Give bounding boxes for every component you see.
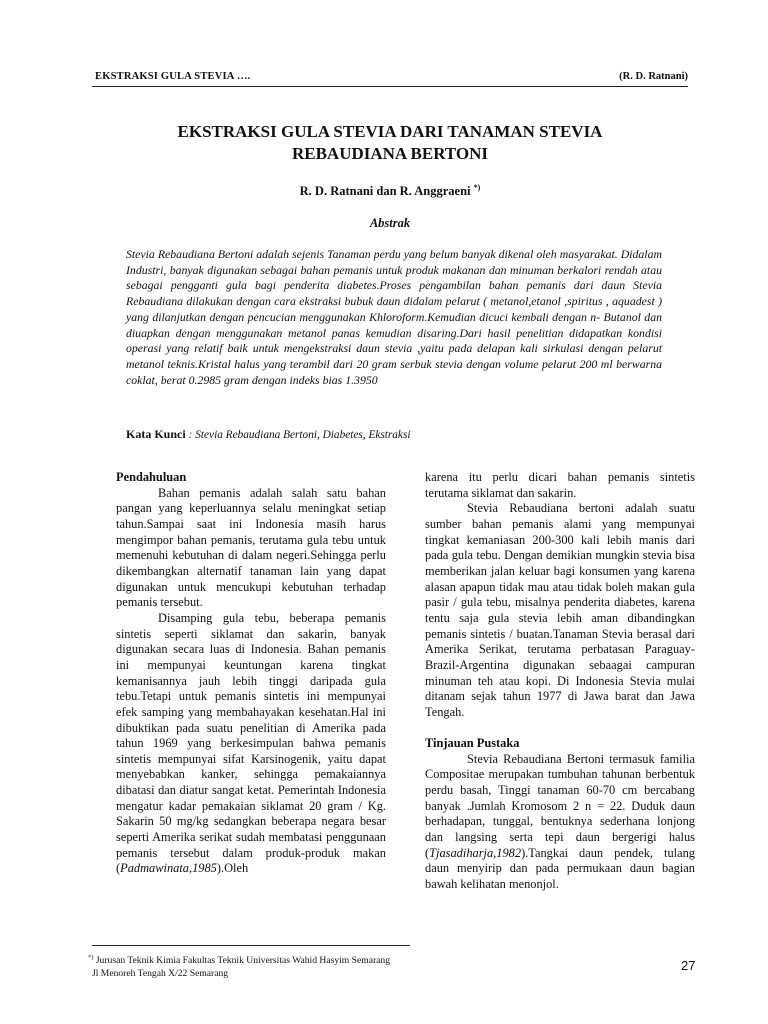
footnote-line-1 xyxy=(88,952,390,968)
keywords-label: Kata Kunci xyxy=(126,427,186,441)
section-heading-pendahuluan: Pendahuluan xyxy=(116,470,187,484)
paragraph-text: Stevia Rebaudiana Bertoni termasuk familia Compositae merupakan tumbuhan tahunan berbentuk perdu basah, Tinggi tanaman 60-70 cm bercabang banyak .Jumlah Kromosom 2 n = 22. Duduk daun berhadapan, tunggal, bentuknya sederhana lonjong dan langsing serta tepi daun bergerigi halus ( xyxy=(425,751,695,860)
footnote xyxy=(88,952,390,980)
paper-title-line-2: REBAUDIANA BERTONI xyxy=(291,144,489,163)
footnote-address: Jl Menoreh Tengah X/22 Semarang xyxy=(92,967,229,979)
paragraph-text-end: ).Tangkai daun pendek, tulang daun menyirip dan pada permukaan daun bagian bawah kelihatan menonjol. xyxy=(425,845,695,891)
header-divider xyxy=(92,86,688,87)
page-number: 27 xyxy=(681,958,696,973)
running-header-author: (R. D. Ratnani) xyxy=(619,71,688,82)
paragraph xyxy=(116,611,386,877)
abstract-text: Stevia Rebaudiana Bertoni adalah sejenis Tanaman perdu yang belum banyak dikenal oleh masyarakat. Didalam Industri, banyak digunakan sebagai bahan pemanis untuk produk makanan dan minuman berkalori rendah atau sebagai pengganti gula bagi penderita diabetes.Proses pengambilan bahan pemanis dari daun Stevia Rebaudiana dilakukan dengan cara ekstraksi bubuk daun didalam pelarut ( metanol,etanol ,spiritus , aquadest ) yang dilanjutkan dengan pencucian menggunakan Khloroform.Kemudian dicuci kembali dengan n- Butanol dan diuapkan dengan menggunakan metanol panas kemudian disaring.Dari hasil penelitian didapatkan kondisi operasi yang relatif baik untuk mengekstraksi daun stevia ,yaitu pada delapan kali sirkulasi dengan pelarut metanol teknis.Kristal halus yang terambil dari 20 gram serbuk stevia dengan volume pelarut 200 ml berwarna coklat, berat 0.2985 gram dengan indeks bias 1.3950 xyxy=(126,247,662,387)
author-names: R. D. Ratnani dan R. Anggraeni xyxy=(299,184,471,199)
keywords-line xyxy=(126,427,410,442)
left-column xyxy=(116,470,386,877)
paragraph: Bahan pemanis adalah salah satu bahan pangan yang keperluannya selalu meningkat setiap tahun.Sampai saat ini Indonesia masih harus mengimpor bahan pemanis, terutama gula tebu untuk memenuhi kebutuhan di dalam negeri.Sehingga perlu dikembangkan alternatif tanaman lain yang dapat digunakan untuk mencukupi kebutuhan terhadap pemanis tersebut. xyxy=(116,485,386,610)
section-heading-tinjauan-pustaka: Tinjauan Pustaka xyxy=(425,736,520,751)
paragraph xyxy=(425,752,695,893)
citation: Tjasadiharja,1982 xyxy=(429,845,522,860)
running-header-title: EKSTRAKSI GULA STEVIA …. xyxy=(95,71,251,82)
paragraph-text-end: ).Oleh xyxy=(216,861,249,876)
abstract-body xyxy=(126,247,662,388)
paragraph-text: Disamping gula tebu, beberapa pemanis sintetis seperti siklamat dan sakarin, banyak digunakan secara luas di Indonesia. Bahan pemanis ini mempunyai keuntungan karena tingkat kemanisannya jauh lebih tinggi daripada gula tebu.Tetapi untuk pemanis sintetis ini mempunyai efek samping yang membahayakan kesehatan.Hal ini dibuktikan pada suatu penelitian di Amerika pada tahun 1969 yang berkesimpulan bahwa pemanis sintetis mempunyai sifat Karsinogenik, yaitu dapat menyebabkan kanker, sehingga pemakaiannya dibatasi dan diatur sangat ketat. Pemerintah Indonesia mengatur kadar pemakaian siklamat 20 gram / Kg. Sakarin 50 mg/kg sedangkan beberapa negara besar seperti Amerika serikat sudah membatasi penggunaan pemanis tersebut dalam produk-produk makan ( xyxy=(116,610,386,876)
paper-title xyxy=(92,121,688,165)
right-column xyxy=(425,470,695,893)
footnote-marker: *) xyxy=(88,954,94,961)
abstract-heading: Abstrak xyxy=(369,216,411,230)
citation: Padmawinata,1985 xyxy=(120,861,217,876)
footnote-divider xyxy=(92,945,410,946)
footnote-affiliation: Jurusan Teknik Kimia Fakultas Teknik Universitas Wahid Hasyim Semarang xyxy=(95,955,391,967)
paper-title-line-1: EKSTRAKSI GULA STEVIA DARI TANAMAN STEVIA xyxy=(177,122,603,141)
keywords-values: : Stevia Rebaudiana Bertoni, Diabetes, Ekstraksi xyxy=(188,429,411,441)
paragraph: karena itu perlu dicari bahan pemanis sintetis terutama siklamat dan sakarin. xyxy=(425,470,695,500)
paragraph: Stevia Rebaudiana bertoni adalah suatu sumber bahan pemanis alami yang mempunyai tingkat kemaniasan 200-300 kali lebih manis dari pada gula tebu. Dengan demikian mungkin stevia bisa memberikan jalan keluar bagi konsumen yang karena alasan apapun tidak mau atau tidak boleh makan gula pasir / gula tebu, misalnya penderita diabetes, karena tentu saja gula stevia lebih aman dibandingkan pemanis sintetis / buatan.Tanaman Stevia berasal dari Amerika Serikat, terutama perbatasan Paraguay- Brazil-Argentina digunakan sebaagai campuran minuman teh atau kopi. Di Indonesia Stevia mulai ditanam sejak tahun 1977 di Jawa barat dan Jawa Tengah. xyxy=(425,501,695,719)
author-line xyxy=(92,183,688,199)
paragraph-gap xyxy=(425,721,695,737)
author-footnote-marker: *) xyxy=(473,183,481,192)
